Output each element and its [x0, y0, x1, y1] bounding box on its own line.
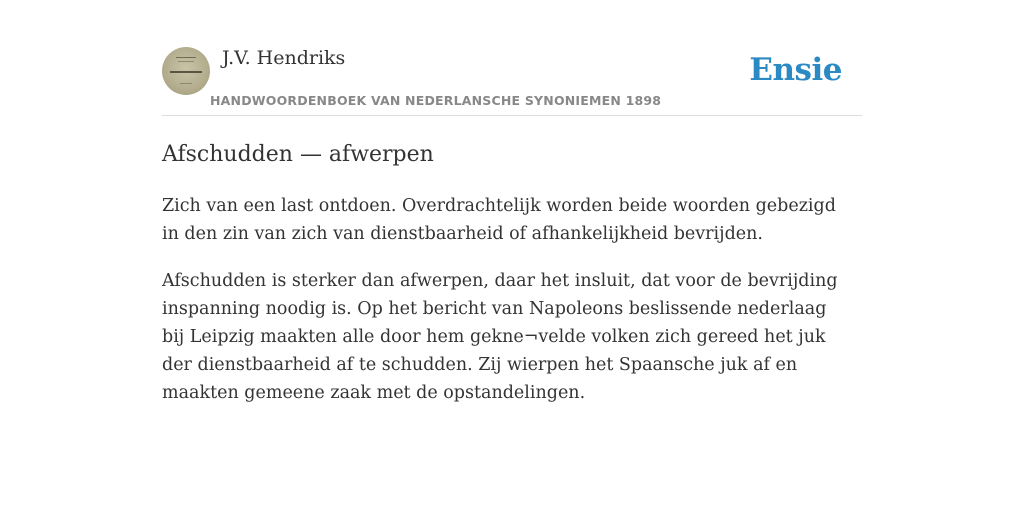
author-name[interactable]: J.V. Hendriks	[222, 47, 346, 69]
source-title[interactable]: HANDWOORDENBOEK VAN NEDERLANSCHE SYNONIEMEN 1898	[210, 93, 662, 108]
cover-line	[176, 57, 196, 58]
cover-line	[178, 61, 194, 62]
ensie-logo[interactable]: Ensie	[749, 52, 842, 88]
entry-title: Afschudden — afwerpen	[162, 142, 434, 167]
entry-header	[162, 46, 862, 116]
entry-paragraph: Afschudden is sterker dan afwerpen, daar het insluit, dat voor de bevrijding inspanning noodig is. Op het bericht van Napoleons beslissende nederlaag bij Leipzig maakten alle door hem gekne¬velde volken zich gereed het juk der dienstbaarheid af te schudden. Zij wierpen het Spaansche juk af en maakten gemeene zaak met de opstandelingen.	[162, 271, 838, 403]
cover-line	[180, 83, 192, 84]
cover-title-line	[170, 71, 202, 73]
entry-body	[162, 192, 852, 426]
entry-paragraph: Zich van een last ontdoen. Overdrachtelijk worden beide woorden gebezigd in den zin van zich van dienstbaarheid of afhankelijkheid bevrijden.	[162, 196, 836, 244]
source-book-avatar[interactable]	[162, 47, 210, 95]
